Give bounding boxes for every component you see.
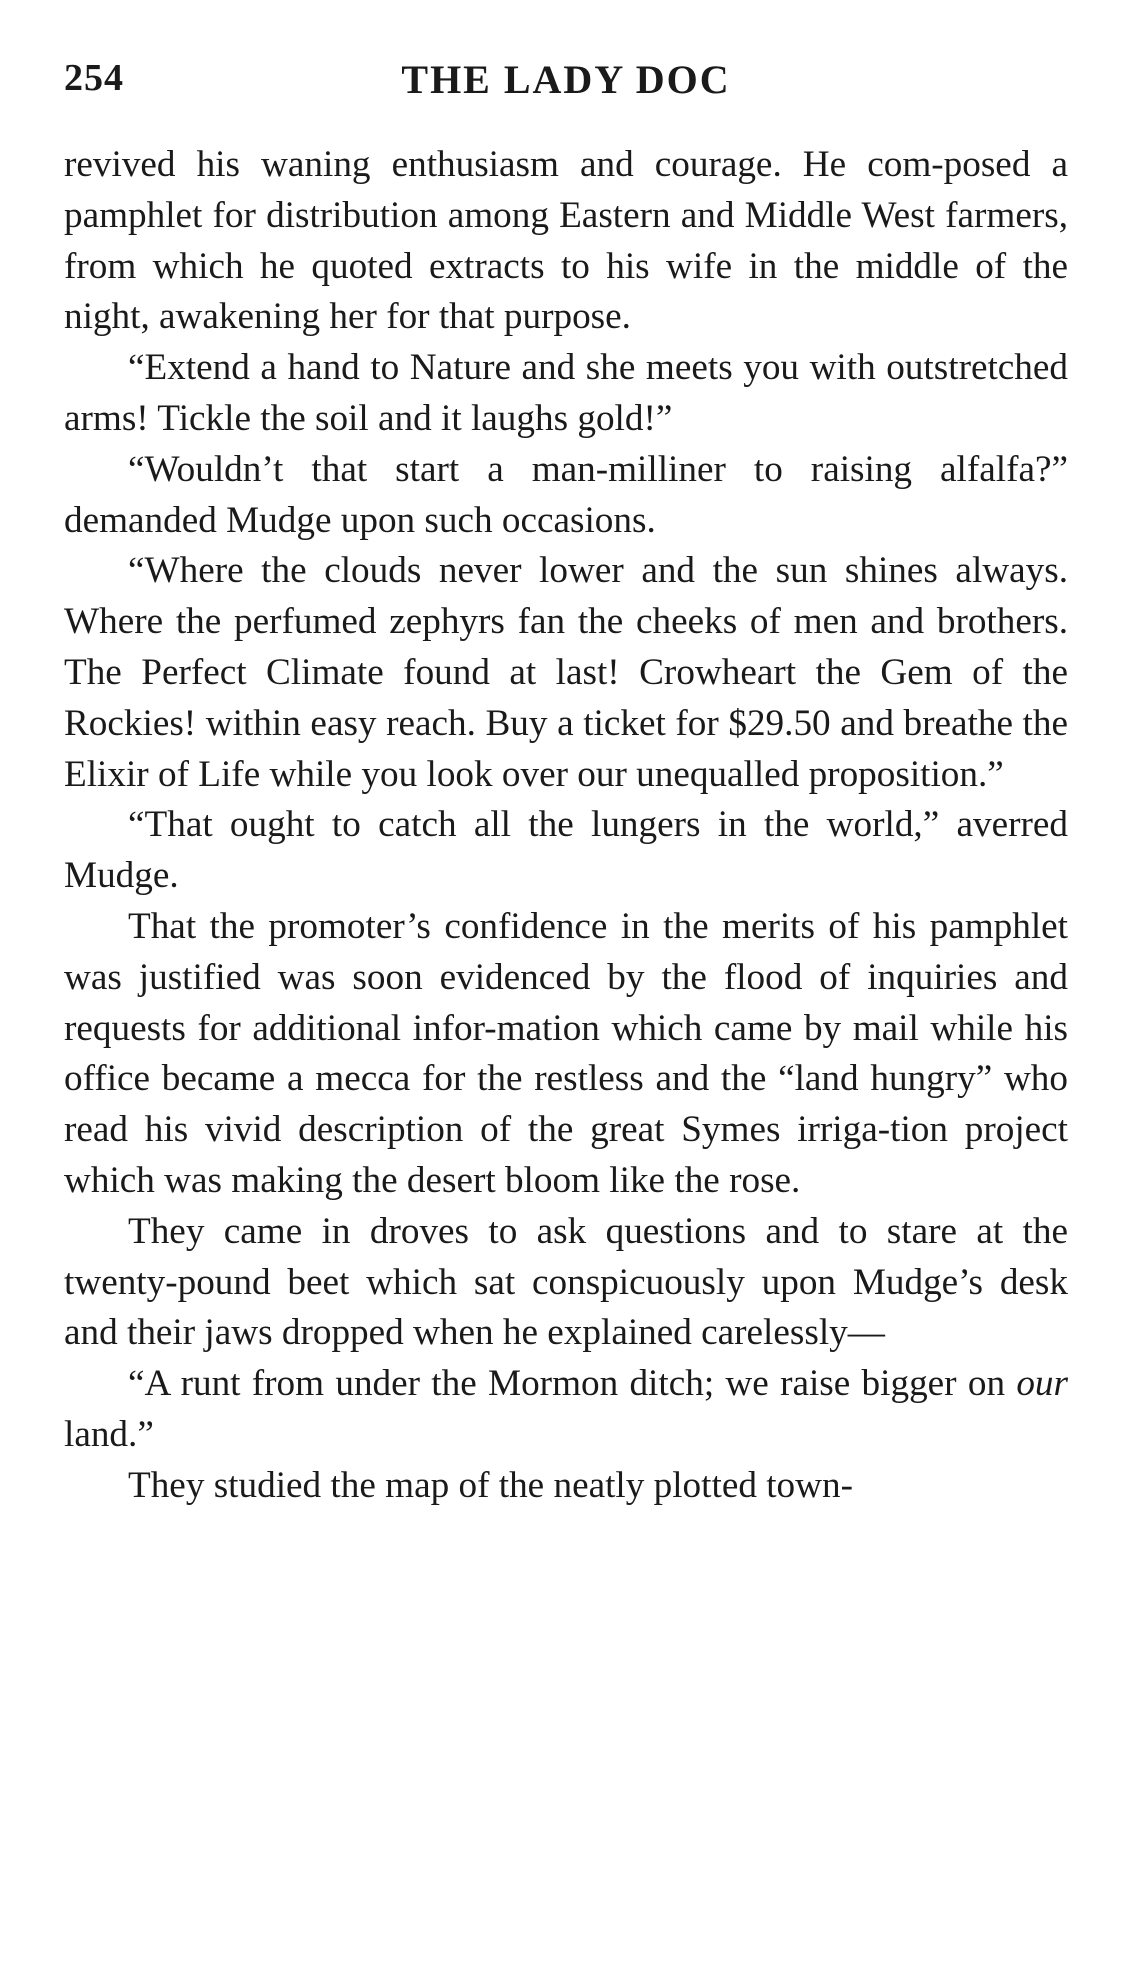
paragraph: They studied the map of the neatly plotted town- [128,1464,853,1506]
running-title: THE LADY DOC [401,57,731,102]
book-page [64,56,1068,1512]
paragraph: “Extend a hand to Nature and she meets you with outstretched arms! Tickle the soil and it laughs gold!” [64,347,1068,439]
paragraph [64,1359,1068,1461]
paragraph: “Wouldn’t that start a man-milliner to raising alfalfa?” demanded Mudge upon such occasions. [64,448,1068,541]
italic-emphasis: our [1016,1363,1068,1405]
page-number: 254 [64,57,124,99]
paragraph: revived his waning enthusiasm and courage. He com-posed a pamphlet for distribution among Eastern and Middle West farmers, from which he quoted extracts to his wife in the middle of the night, awakening her for that purpose. [64,144,1068,338]
paragraph: “Where the clouds never lower and the sun shines always. Where the perfumed zephyrs fan the cheeks of men and brothers. The Perfect Climate found at last! Crowheart the Gem of the Rockies! within easy reach. Buy a ticket for $29.50 and breathe the Elixir of Life while you look over our unequalled proposition.” [64,550,1068,795]
paragraph: They came in droves to ask questions and to stare at the twenty-pound beet which sat conspicuously upon Mudge’s desk and their jaws dropped when he explained carelessly— [64,1210,1068,1354]
paragraph-text: “A runt from under the Mormon ditch; we raise bigger on [128,1363,1017,1405]
paragraph: “That ought to catch all the lungers in the world,” averred Mudge. [64,804,1068,897]
paragraph: That the promoter’s confidence in the merits of his pamphlet was justified was soon evidenced by the flood of inquiries and requests for additional infor-mation which came by mail while his office became a mecca for the restless and the “land hungry” who read his vivid description of the great Symes irriga-tion project which was making the desert bloom like the rose. [64,905,1068,1201]
paragraph-text: land.” [64,1413,154,1455]
body-text [64,140,1068,1512]
page-header [64,56,1068,112]
